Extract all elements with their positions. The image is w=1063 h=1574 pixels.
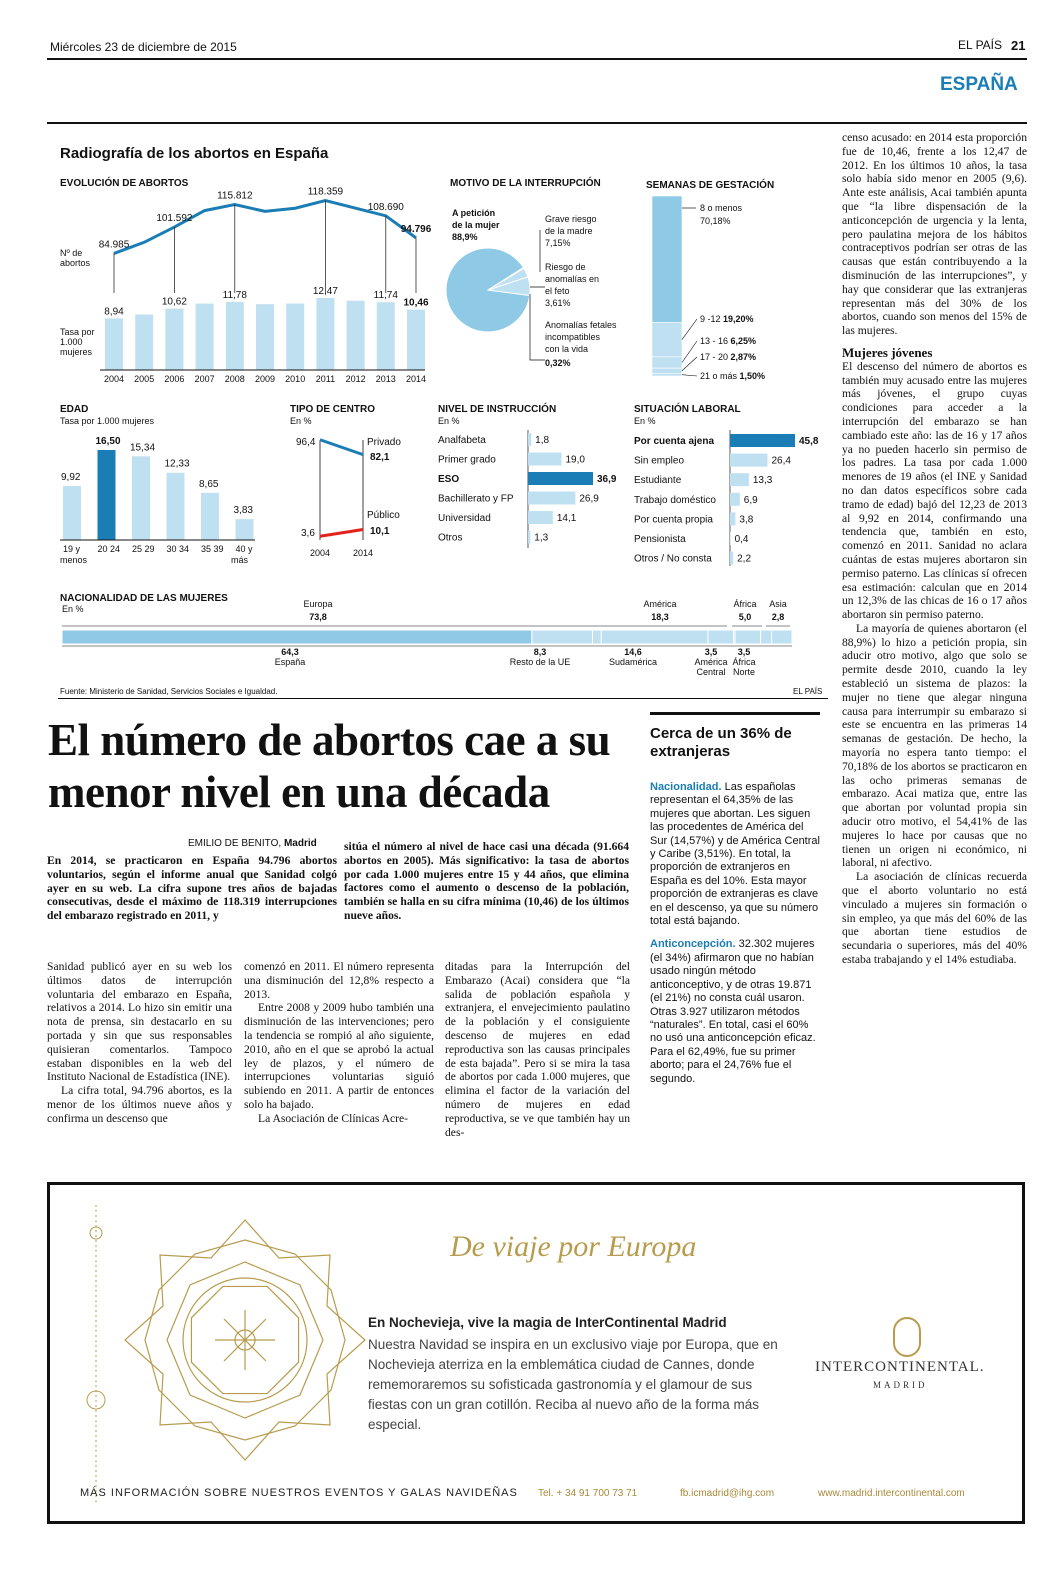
data-label: 13,3: [752, 475, 773, 487]
data-label: 0,4: [734, 534, 749, 545]
section-title: ESPAÑA: [940, 74, 1018, 95]
right-column: [842, 131, 1027, 967]
data-label: 14,1: [556, 513, 577, 524]
tick-label: 2006: [164, 374, 185, 384]
stacked-segment: [601, 630, 708, 644]
group-value: 18,3: [651, 612, 669, 622]
slice-label: Anomalías fetales: [545, 320, 617, 330]
data-label: 94.796: [400, 223, 432, 235]
bar: [105, 318, 123, 370]
chart-subtitle: Tasa por 1.000 mujeres: [60, 416, 155, 426]
data-label: 10,1: [370, 526, 390, 537]
category-label: Trabajo doméstico: [634, 494, 716, 506]
bar: [377, 302, 395, 370]
body-paragraph: El descenso del número de abortos es también muy acusado entre las mujeres más jóvenes, el grupo cuyas condiciones para acceder a la interrupción del embarazo se han cambiado este año: las de 16 y 17 años ya no pueden hacerlo sin permiso de los padres. La tasa por cada 1.000 menores de 19 años (el INE y Sanidad no dan datos específicos sobre cada tramo de edad) bajó del 12,23 de 2013 al 9,92 en 2014, confirmando una tendencia que, también en esto, comenzó en 2011. Sanidad no aclara cuántas de estas mujeres abortaron sin permiso paterno. Las clínicas sí ofrecen esa estimación: calculan que en 2014 un 12,3% de las chicas de 16 o 17 años abortaron sin permiso paterno.: [842, 359, 1027, 622]
category-label: Universidad: [438, 513, 491, 524]
body-paragraph: Entre 2008 y 2009 hubo también una disminución de las intervenciones; pero la tendencia se rompió al año siguiente, 2010, año en el que se aprobó la actual ley de plazos, y el número de interrupciones voluntarias siguió subiendo en 2011. A partir de entonces solo ha bajado.: [244, 1001, 434, 1111]
stacked-segment: [62, 630, 532, 644]
nacionalidad-chart: [60, 593, 792, 677]
edad-chart: [60, 404, 255, 565]
bar: [730, 493, 740, 506]
bar: [236, 519, 254, 540]
bar: [316, 298, 334, 370]
group-label: América: [643, 599, 677, 609]
snowflake-ornament-icon: [125, 1220, 365, 1460]
group-value: 2,8: [771, 612, 785, 622]
data-label: 19,0: [565, 454, 585, 466]
data-label: 12,47: [312, 285, 338, 297]
slice-label: anomalías en: [545, 274, 600, 284]
category-label: Estudiante: [634, 475, 682, 487]
category-label: ESO: [438, 474, 460, 485]
ad-footer-info: MÁS INFORMACIÓN SOBRE NUESTROS EVENTOS Y GALAS NAVIDEÑAS: [80, 1487, 518, 1499]
axis-label: Nº de: [60, 248, 83, 258]
bar: [730, 552, 733, 565]
infographic-bottom-rule: [58, 698, 828, 699]
bar: [730, 532, 731, 545]
data-label: 1,8: [535, 435, 550, 446]
slice-label: Riesgo de: [545, 262, 586, 272]
tick-label: más: [231, 555, 249, 565]
leader-line: [682, 319, 697, 340]
bar: [256, 304, 274, 370]
lead-col-2: [344, 840, 629, 923]
category-label: Otros / No consta: [634, 553, 712, 565]
bar: [132, 456, 150, 540]
segment-label: Norte: [732, 667, 756, 677]
body-paragraph: La asociación de clínicas recuerda que el aborto voluntario no está vinculado a mujeres sin formación o sin empleo, ya que más del 60% de las que abortan tiene estudios de secundaria o superiores, más del 40% estaba trabajando y el 14% estudiaba.: [842, 870, 1027, 967]
category-label: Analfabeta: [438, 435, 486, 446]
stacked-segment: [532, 630, 593, 644]
bar: [226, 302, 244, 370]
slice-label: Grave riesgo: [545, 214, 597, 224]
body-paragraph: comenzó en 2011. El número representa una disminución del 12,8% respecto a 2013.: [244, 960, 434, 1001]
segment-label: América: [694, 657, 728, 667]
data-label: 118.359: [307, 186, 344, 198]
segment-value: 14,6: [624, 647, 642, 657]
semanas-chart: [646, 178, 774, 381]
infographic-credit: EL PAÍS: [793, 687, 823, 696]
segment-label: 21 o más 1,50%: [700, 371, 766, 381]
data-label: 8,65: [199, 478, 219, 490]
data-label: 10,46: [403, 297, 429, 309]
tick-label: 2014: [405, 374, 427, 384]
tick-label: 20 24: [97, 544, 121, 554]
slice-label: A petición: [452, 208, 496, 218]
ad-heading: En Nochevieja, vive la magia de InterContinental Madrid: [368, 1315, 727, 1330]
data-label: 9,92: [61, 471, 81, 483]
segment-value: 70,18%: [700, 216, 731, 226]
segment-value: 3,5: [704, 647, 718, 657]
sidebar-paragraph-2: [650, 938, 820, 1085]
chart-subtitle: En %: [438, 416, 460, 426]
intercontinental-logo-icon: [893, 1317, 921, 1357]
data-label: 2,2: [737, 553, 752, 565]
group-value: 5,0: [738, 612, 752, 622]
ad-email[interactable]: fb.icmadrid@ihg.com: [680, 1488, 775, 1499]
ad-brand: INTERCONTINENTAL.: [815, 1359, 985, 1375]
segment-label: África: [732, 657, 756, 667]
data-label: 1,3: [534, 532, 549, 544]
tick-label: 2009: [254, 374, 276, 384]
chart-title: TIPO DE CENTRO: [290, 404, 376, 415]
evolucion-chart: [60, 176, 432, 384]
data-label: 6,9: [743, 494, 758, 506]
data-label: 8,94: [104, 306, 124, 318]
group-value: 73,8: [309, 612, 327, 622]
leader-line: [530, 230, 545, 360]
group-label: Europa: [303, 599, 333, 609]
tick-label: 30 34: [166, 544, 190, 554]
segment-label: 8 o menos: [700, 203, 743, 213]
tick-label: 2011: [315, 374, 336, 384]
body-paragraph: La mayoría de quienes abortaron (el 88,9%) lo hizo a petición propia, sin aducir otro motivo, algo que solo se permite desde 2010, cuando la ley estableció un sistema de plazos: la mujer no tiene que alegar ninguna causa para interrumpir su embarazo si este se encuentra en las primeras 14 semanas de gestación. De hecho, la mayoría no espera tanto tiempo: el 70,18% de los abortos se practicaron en las ocho primeras semanas de embarazo. Acai matiza que, entre las que abortan por voluntad propia sin aducir otro motivo, el 54,41% de las mujeres lo hace por causas que no tienen un origen ni económico, ni laboral, ni afectivo.: [842, 621, 1027, 870]
byline-place: Madrid: [283, 838, 317, 849]
series-label: Público: [367, 510, 400, 521]
data-label: 12,33: [164, 458, 190, 470]
bar: [201, 493, 219, 540]
bar: [98, 450, 116, 540]
slice-label: de la madre: [545, 226, 593, 236]
tick-label: 2004: [309, 548, 331, 558]
segment-value: 2,87%: [730, 352, 757, 362]
ad-script-title: De viaje por Europa: [450, 1230, 697, 1263]
sidebar-keyword: Anticoncepción.: [650, 938, 736, 951]
body-paragraph: Sanidad publicó ayer en su web los últimos datos de interrupción voluntaria del embarazo en España, relativos a 2014. Lo hizo sin emitir una nota de prensa, sin destacarlo en su portada y sin que sus responsables quisieran comentarlos. Tampoco estaban disponibles en la web del Instituto Nacional de Estadística (INE).: [47, 960, 232, 1084]
infographic-svg: [0, 0, 830, 700]
bar: [528, 453, 561, 466]
lead-paragraph-2: sitúa el número al nivel de hace casi una década (91.664 abortos en 2005). Más significativo: la tasa de abortos por cada 1.000 mujeres entre 15 y 44 años, que elimina factores como el aumento o descenso de la población, también se halla en su cifra mínima (10,46) de los últimos nueve años.: [344, 840, 629, 922]
stacked-segment: [735, 630, 761, 644]
category-label: Otros: [438, 532, 463, 544]
segment-value: 6,25%: [730, 336, 757, 346]
segment-label: 13 - 16 6,25%: [700, 336, 757, 346]
category-label: Por cuenta propia: [634, 514, 713, 526]
axis-label: mujeres: [60, 347, 93, 357]
chart-title: SITUACIÓN LABORAL: [634, 404, 741, 415]
tick-label: 2014: [352, 548, 374, 558]
page-date: Miércoles 23 de diciembre de 2015: [50, 40, 237, 54]
segment-value: 64,3: [281, 647, 299, 657]
group-label: Asia: [769, 599, 787, 609]
subheading: Mujeres jóvenes: [842, 344, 933, 360]
slice-label: incompatibles: [545, 332, 601, 342]
segment-value: 19,20%: [723, 314, 754, 324]
segment-label: Resto de la UE: [509, 657, 571, 667]
motivo-pie-chart: [446, 176, 617, 368]
infographic-source: Fuente: Ministerio de Sanidad, Servicios Sociales e Igualdad.: [60, 687, 278, 696]
infographic-title: Radiografía de los abortos en España: [60, 145, 329, 162]
stacked-segment: [761, 630, 772, 644]
category-label: Primer grado: [438, 454, 496, 466]
data-label: 26,4: [771, 455, 791, 467]
data-label: 82,1: [370, 452, 390, 463]
chart-subtitle: En %: [62, 604, 84, 614]
byline: [188, 838, 317, 849]
slice-value: 88,9%: [452, 232, 478, 242]
bar: [528, 492, 575, 505]
data-label: 11,78: [222, 289, 247, 301]
data-label: 101.592: [156, 213, 193, 225]
tick-label: 25 29: [132, 544, 155, 554]
stacked-segment: [652, 322, 682, 357]
page-number: 21: [1011, 38, 1026, 53]
centro-chart: [290, 404, 401, 558]
chart-title: MOTIVO DE LA INTERRUPCIÓN: [450, 178, 601, 189]
chart-title: NIVEL DE INSTRUCCIÓN: [438, 404, 557, 415]
body-paragraph: La cifra total, 94.796 abortos, es la menor de los últimos nueve años y confirma un descenso que: [47, 1084, 232, 1125]
data-label: 10,62: [161, 296, 187, 308]
sidebar-text: Las españolas representan el 64,35% de las mujeres que abortan. Les siguen las procedentes de América del Sur (14,57%) y de América Central y Caribe (3,51%). En total, la proporción de extranjeros en España es del 10%. Esta mayor proporción de extranjeras es clave en el descenso, ya que su número total está bajando.: [650, 781, 820, 928]
leader-line: [682, 375, 697, 376]
tick-label: 2010: [285, 374, 306, 384]
body-col-3: [445, 960, 630, 1139]
tick-label: 35 39: [201, 544, 224, 554]
segment-value: 3,5: [737, 647, 751, 657]
body-paragraph: La Asociación de Clínicas Acre-: [258, 1111, 409, 1125]
star-ornament-icon: [87, 1205, 105, 1505]
data-label: 115.812: [217, 190, 253, 202]
laboral-chart: [634, 402, 819, 566]
chart-title: EVOLUCIÓN DE ABORTOS: [60, 178, 189, 189]
intercontinental-ad[interactable]: [47, 1182, 1025, 1524]
ad-web-link[interactable]: www.madrid.intercontinental.com: [818, 1488, 965, 1499]
bar: [165, 309, 183, 370]
series-line-publico: [320, 529, 363, 536]
axis-label: abortos: [60, 258, 91, 268]
sidebar-keyword: Nacionalidad.: [650, 781, 722, 793]
stacked-segment: [593, 630, 602, 644]
series-line-privado: [320, 440, 363, 455]
segment-label: 9 -12 19,20%: [700, 314, 754, 324]
stacked-segment: [652, 373, 682, 376]
stacked-segment: [652, 368, 682, 373]
data-label: 108.690: [367, 201, 404, 213]
tick-label: 2004: [103, 374, 125, 384]
tick-label: 2012: [345, 374, 366, 384]
segment-value: 8,3: [533, 647, 547, 657]
chart-title: SEMANAS DE GESTACIÓN: [646, 180, 775, 191]
bar: [730, 473, 749, 486]
bar: [167, 473, 185, 540]
slice-label: el feto: [545, 286, 570, 296]
slice-label: de la mujer: [452, 220, 500, 230]
tick-label: 40 y: [235, 544, 253, 554]
segment-label: 17 - 20 2,87%: [700, 352, 757, 362]
segment-label: España: [274, 657, 306, 667]
axis-label: 1.000: [60, 337, 83, 347]
data-label: 3,8: [739, 514, 754, 526]
body-paragraph: censo acusado: en 2014 esta proporción fue de 10,46, frente a los 12,47 de 2012. En los últimos 10 años, la tasa solo había sido menor en 2005 (9,6). Ante este análisis, Acai también apunta que “la libre dispensación de la anticoncepción de urgencia y la lenta, pero paulatina mejora de los hábitos contraceptivos podrían ser otras de las causas que están contribuyendo a la disminución de las interrupciones”, y hay que considerar que las extranjeras representan más del 30% de los abortos, cuando son menos del 15% de las mujeres.: [842, 131, 1027, 338]
data-label: 16,50: [95, 436, 121, 447]
category-label: Por cuenta ajena: [634, 436, 715, 447]
sidebar-box: [650, 707, 820, 1096]
bar: [196, 304, 214, 370]
tick-label: 2013: [375, 374, 396, 384]
data-label: 45,8: [799, 436, 819, 447]
newspaper-name: EL PAÍS: [958, 38, 1003, 52]
bar: [63, 486, 81, 540]
bar: [347, 301, 365, 370]
chart-subtitle: En %: [290, 416, 312, 426]
series-label: Privado: [367, 437, 401, 448]
chart-title: EDAD: [60, 404, 89, 415]
segment-label: Sudamérica: [608, 657, 658, 667]
body-paragraph: ditadas para la Interrupción del Embarazo (Acai) considera que “la salida de población española y extranjera, el envejecimiento paulatino de la población y el consiguiente descenso de mujeres en edad reproductiva son las causas principales de esta bajada”. Pero si se mira la tasa de abortos por cada 1.000 mujeres, que elimina el factor de la variación del número de mujeres en edad reproductiva, se ve que también hay un des-: [445, 960, 630, 1139]
bar: [730, 512, 735, 525]
segment-label: Central: [696, 667, 726, 677]
bar: [528, 531, 530, 544]
slice-value: 0,32%: [545, 358, 571, 368]
bar: [407, 310, 425, 370]
body-col-1: [47, 960, 232, 1126]
bar: [528, 433, 531, 446]
article-headline: El número de abortos cae a su menor nivel en una década: [48, 715, 611, 817]
chart-title: NACIONALIDAD DE LAS MUJERES: [60, 593, 228, 604]
sidebar-text: 32.302 mujeres (el 34%) afirmaron que no habían usado ningún método anticonceptivo, y de otras 19.871 (el 21%) no consta cuál usaron. Otras 3.927 utilizaron métodos “naturales”. En total, casi el 60% no usó una anticoncepción eficaz. Para el 62,49%, fue su primer aborto; para el 24,76% fue el segundo.: [650, 938, 816, 1085]
bar: [286, 304, 304, 370]
slice-value: 3,61%: [545, 298, 571, 308]
lead-col-1: [47, 854, 337, 923]
data-label: 26,9: [579, 493, 599, 505]
slice-value: 7,15%: [545, 238, 571, 248]
data-label: 36,9: [597, 474, 617, 485]
ad-brand-city: MADRID: [873, 1380, 928, 1390]
ad-phone[interactable]: Tel. + 34 91 700 73 71: [538, 1488, 638, 1499]
ad-body: Nuestra Navidad se inspira en un exclusivo viaje por Europa, que en Nochevieja aterriza en la emblemática ciudad de Cannes, donde rememoraremos su sofisticada gastronomía y el glamour de sus fiestas con un gran cotillón. Reciba al nuevo año de la forma más especial.: [368, 1337, 778, 1432]
stacked-segment: [652, 357, 682, 368]
data-label: 3,6: [301, 528, 315, 539]
data-label: 84.985: [98, 239, 130, 251]
category-label: Bachillerato y FP: [438, 493, 514, 505]
segment-value: 1,50%: [739, 371, 766, 381]
stacked-segment: [708, 630, 734, 644]
tick-label: menos: [60, 555, 88, 565]
axis-label: Tasa por: [60, 327, 95, 337]
data-label: 15,34: [130, 442, 156, 454]
chart-subtitle: En %: [634, 416, 656, 426]
bar: [528, 472, 593, 485]
byline-author: EMILIO DE BENITO,: [188, 838, 282, 849]
data-label: 11,74: [373, 290, 398, 302]
tick-label: 19 y: [63, 544, 81, 554]
body-col-2: [244, 960, 434, 1126]
stacked-segment: [652, 196, 682, 322]
lead-paragraph-1: En 2014, se practicaron en España 94.796 abortos voluntarios, según el informe anual que Sanidad colgó ayer en su web. La cifra supone tres años de bajadas consecutivas, desde el máximo de 118.319 interrupciones del embarazo registrado en 2011, y: [47, 854, 337, 923]
stacked-segment: [772, 630, 792, 644]
bar: [730, 454, 767, 467]
bar: [528, 511, 553, 524]
sidebar-title: Cerca de un 36% de extranjeras: [650, 725, 792, 760]
slice-label: con la vida: [545, 344, 589, 354]
data-label: 3,83: [233, 505, 253, 517]
group-label: África: [733, 599, 757, 609]
nivel-chart: [438, 402, 617, 548]
category-label: Sin empleo: [634, 455, 685, 467]
bar: [135, 315, 153, 370]
data-label: 96,4: [296, 437, 316, 448]
tick-label: 2005: [134, 374, 155, 384]
tick-label: 2008: [224, 374, 245, 384]
sidebar-paragraph-1: [650, 781, 820, 928]
bar: [730, 434, 795, 447]
category-label: Pensionista: [634, 534, 686, 545]
tick-label: 2007: [194, 374, 215, 384]
